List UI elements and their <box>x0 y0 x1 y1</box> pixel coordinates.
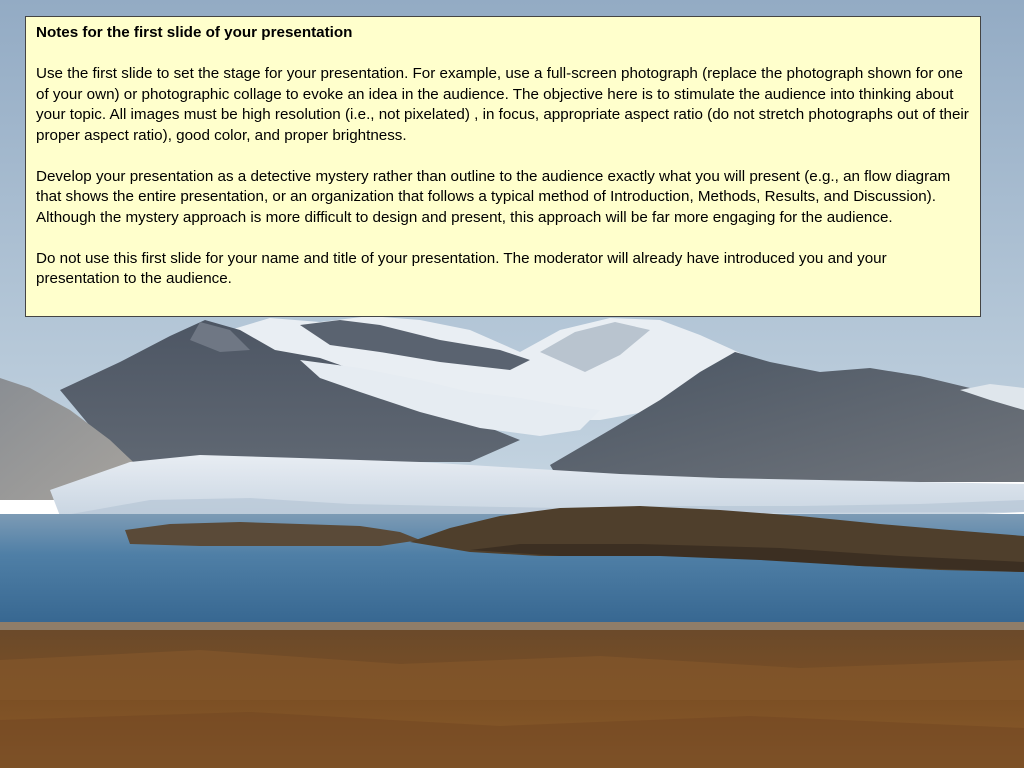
slide-notes-box <box>25 16 981 317</box>
notes-paragraph-3: Do not use this first slide for your name and title of your presentation. The moderator will already have introduced you and your presentation to the audience. <box>36 249 887 287</box>
notes-title: Notes for the first slide of your presentation <box>36 24 353 41</box>
notes-paragraph-2: Develop your presentation as a detective mystery rather than outline to the audience exactly what you will present (e.g., an flow diagram that shows the entire presentation, or an organization that follows a typical method of Introduction, Methods, Results, and Discussion). Although the mystery approach is more difficult to design and present, this approach will be far more engaging for the audience. <box>36 167 951 226</box>
notes-paragraph-1: Use the first slide to set the stage for your presentation. For example, use a full-screen photograph (replace the photograph shown for one of your own) or photographic collage to evoke an idea in the audience. The objective here is to stimulate the audience into thinking about your topic. All images must be high resolution (i.e., not pixelated) , in focus, appropriate aspect ratio (do not stretch photographs out of their proper aspect ratio), good color, and proper brightness. <box>36 65 969 144</box>
